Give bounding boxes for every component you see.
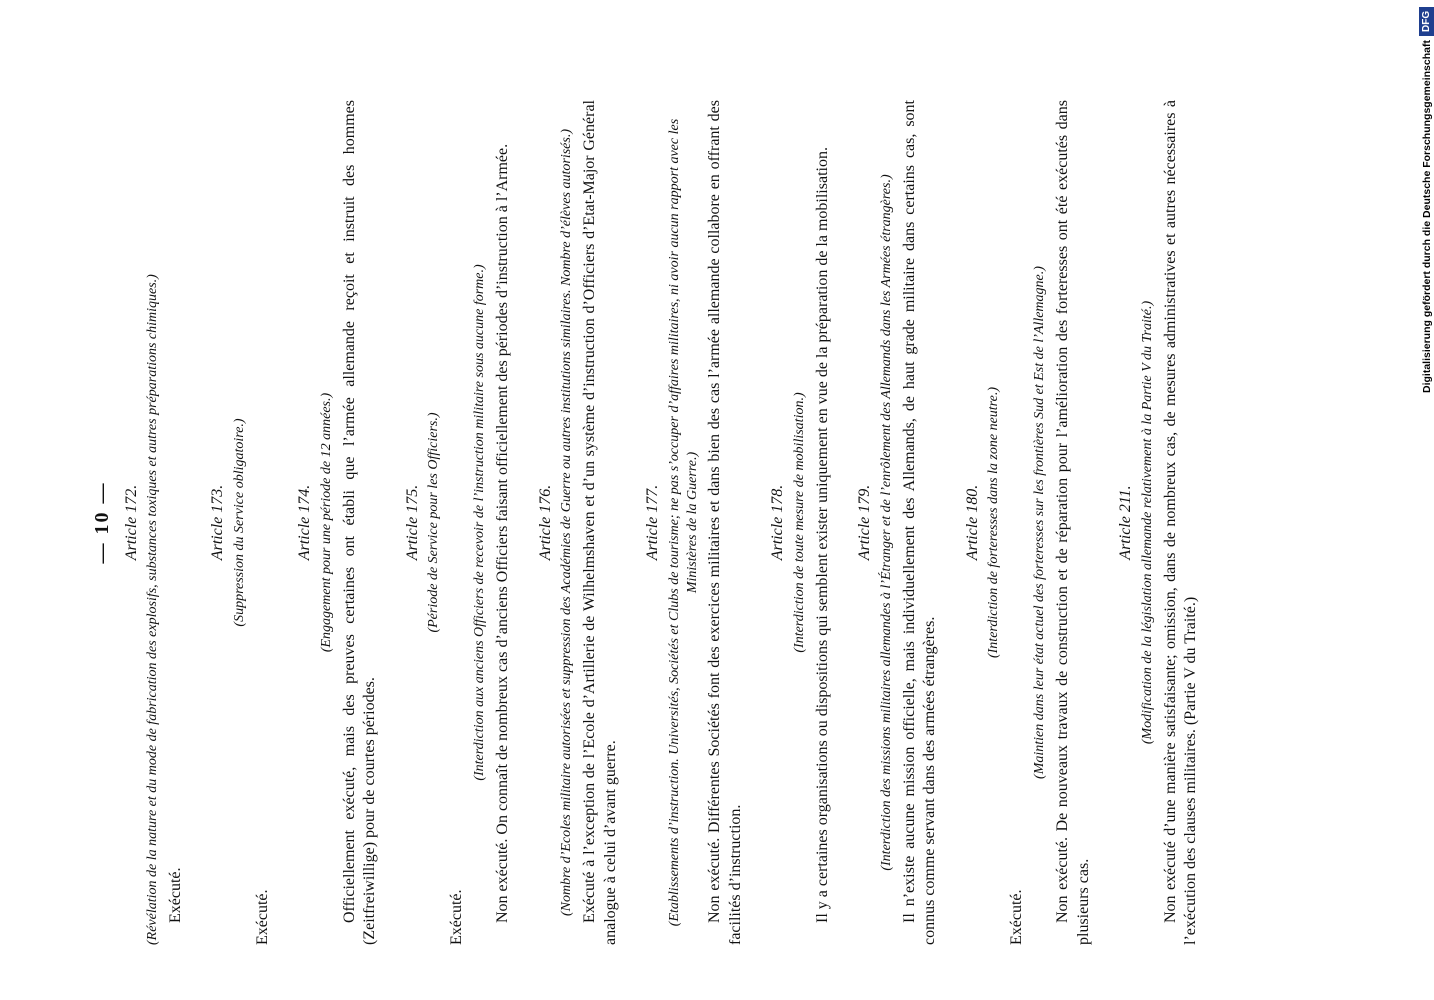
article-title: (Suppression du Service obligatoire.) <box>231 418 247 627</box>
article-179 <box>855 100 940 945</box>
article-178 <box>768 100 833 945</box>
article-heading: Article 174. <box>296 484 314 561</box>
watermark-text: Digitalisierung gefördert durch die Deutsche Forschungsgemeinschaft <box>1421 40 1433 393</box>
article-title: (Interdiction des missions militaires allemandes à l’Étranger et de l’enrôlement des Allemands dans les Armées étrangères.) <box>878 174 894 871</box>
article-heading: Article 177. <box>644 484 662 561</box>
page-number: — 10 — <box>91 481 113 564</box>
article-heading: Article 173. <box>209 484 227 561</box>
article-heading: Article 178. <box>769 484 787 561</box>
article-subtitle: (Interdiction aux anciens Officiers de recevoir de l’instruction militaire sous aucune forme.) <box>472 264 488 781</box>
funding-watermark <box>1418 8 1434 393</box>
article-paragraph: Officiellement exécuté, mais des preuves certaines ont établi que l’armée allemande reçoit et instruit des hommes (Zeitfreiwillige) pour de courtes périodes. <box>340 100 379 945</box>
document-page <box>90 100 1290 945</box>
article-title: (Nombre d’Ecoles militaire autorisées et suppression des Académies de Guerre ou autres institutions similaires. Nombre d’élèves autorisés.) <box>559 129 575 917</box>
article-paragraph: Exécuté à l’exception de l’Ecole d’Artillerie de Wilhelmshaven et d’un système d’instruction d’Officiers d’Etat-Major Général analogue à celui d’avant guerre. <box>581 100 619 945</box>
article-title: (Période de Service pour les Officiers.) <box>426 412 442 633</box>
article-173 <box>208 100 273 945</box>
article-paragraph: Non exécuté. De nouveaux travaux de construction et de réparation pour l’amélioration des forteresses ont été exécutés dans plusieurs cas. <box>1054 100 1092 945</box>
article-paragraph: Exécuté. <box>447 889 465 945</box>
article-172 <box>122 100 187 945</box>
dfg-logo-icon: DFG <box>1419 7 1434 36</box>
article-heading: Article 179. <box>856 484 874 561</box>
article-paragraph: Non exécuté d’une manière satisfaisante; omission, dans de nombreux cas, de mesures administratives et autres nécessaires à l’exécution des clauses militaires. (Partie V du Traité.) <box>1161 100 1200 945</box>
article-paragraph: Il y a certaines organisations ou dispositions qui semblent exister uniquement en vue de la préparation de la mobilisation. <box>813 147 831 923</box>
article-title: (Etablissements d’instruction. Universités, Sociétés et Clubs de tourisme; ne pas s’occuper d’affaires militaires, ni avoir aucun rapport avec les Ministères de la Guerre.) <box>666 118 700 927</box>
article-heading: Article 211. <box>1117 485 1135 560</box>
article-paragraph: Exécuté. <box>1007 889 1025 945</box>
article-paragraph: Exécuté. <box>166 867 184 923</box>
article-heading: Article 172. <box>122 484 140 561</box>
article-175 <box>403 100 514 945</box>
article-title: (Révélation de la nature et du mode de fabrication des explosifs, substances toxiques et autres préparations chimiques.) <box>145 274 161 945</box>
article-176 <box>536 100 621 945</box>
article-title: (Engagement pour une période de 12 années.) <box>318 392 334 653</box>
article-title: (Interdiction de toute mesure de mobilisation.) <box>791 392 807 653</box>
article-174 <box>295 100 380 945</box>
article-180 <box>963 100 1095 945</box>
article-heading: Article 175. <box>403 484 421 561</box>
article-paragraph: Il n’existe aucune mission officielle, mais individuellement des Allemands, de haut grade militaire dans certains cas, sont connus comme servant dans des armées étrangères. <box>900 100 939 945</box>
article-177 <box>643 100 746 945</box>
article-subtitle: (Maintien dans leur état actuel des forteresses sur les frontières Sud et Est de l’Allemagne.) <box>1032 266 1048 779</box>
article-paragraph: Exécuté. <box>253 889 271 945</box>
article-title: (Interdiction de forteresses dans la zone neutre.) <box>985 387 1001 659</box>
article-paragraph: Non exécuté. On connaît de nombreux cas d’anciens Officiers faisant officiellement des périodes d’instruction à l’Armée. <box>494 143 512 923</box>
article-heading: Article 176. <box>536 484 554 561</box>
article-211 <box>1116 100 1201 945</box>
article-title: (Modification de la législation allemande relativement à la Partie V du Traité.) <box>1139 300 1155 745</box>
article-paragraph: Non exécuté. Différentes Sociétés font des exercices militaires et dans bien des cas l’armée allemande collabore en offrant des facilités d’instruction. <box>706 100 744 945</box>
article-heading: Article 180. <box>963 484 981 561</box>
